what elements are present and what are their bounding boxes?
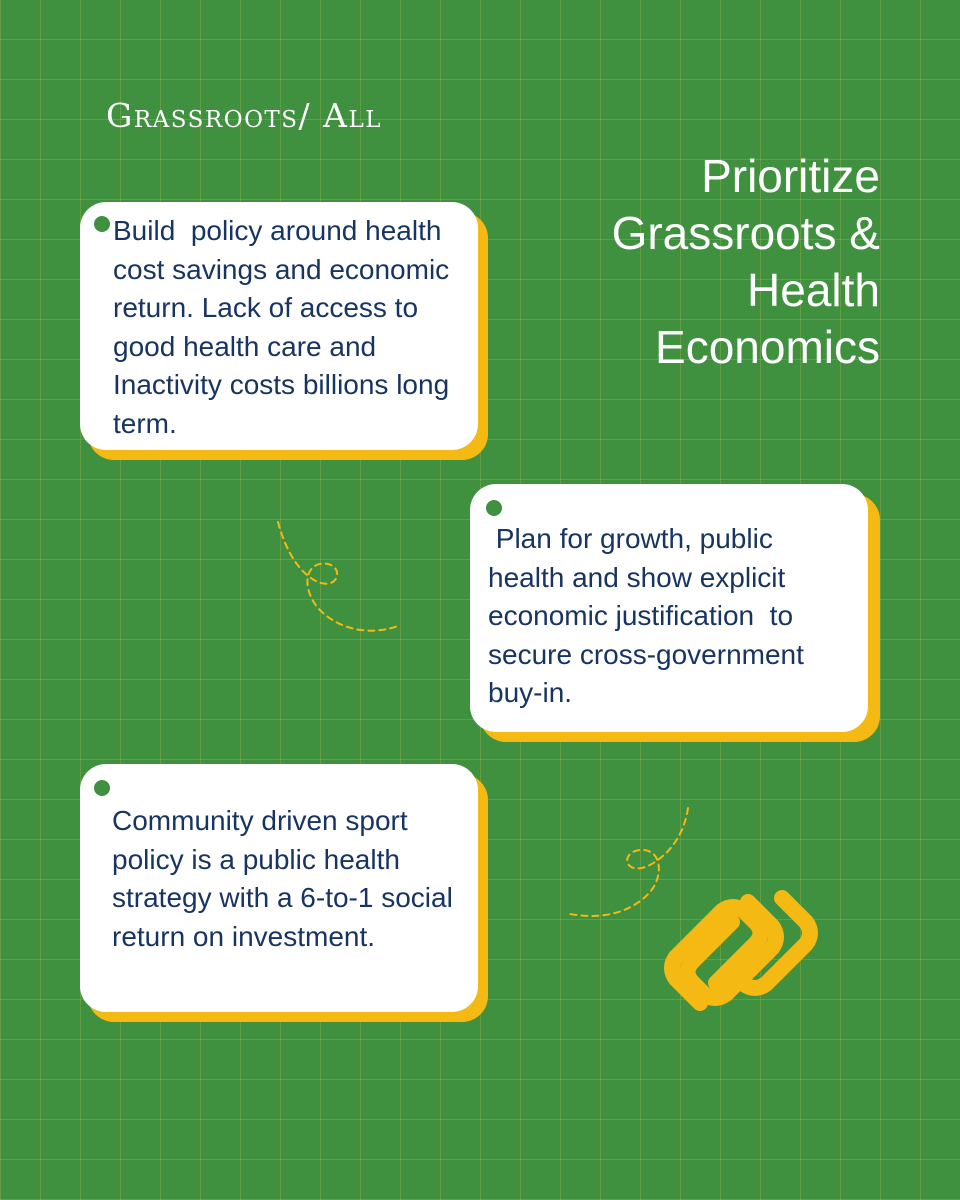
card-3-text: Community driven sport policy is a public health strategy with a 6-to-1 social return on investment.: [112, 805, 461, 952]
card-1-bullet-dot: [94, 216, 110, 232]
title-line-4: Economics: [655, 321, 880, 373]
card-2-bullet-dot: [486, 500, 502, 516]
page-title: [500, 148, 880, 376]
card-2: [470, 484, 868, 732]
brand-logo: Grassroots/ All: [106, 96, 383, 135]
title-line-3: Health: [747, 264, 880, 316]
card-2-text: Plan for growth, public health and show explicit economic justification to secure cross-government buy-in.: [488, 523, 812, 708]
card-3-bullet-dot: [94, 780, 110, 796]
title-line-1: Prioritize: [701, 150, 880, 202]
card-1: [80, 202, 478, 450]
title-line-2: Grassroots &: [611, 207, 880, 259]
card-3: [80, 764, 478, 1012]
card-1-text: Build policy around health cost savings and economic return. Lack of access to good health care and Inactivity costs billions long term.: [113, 215, 457, 439]
